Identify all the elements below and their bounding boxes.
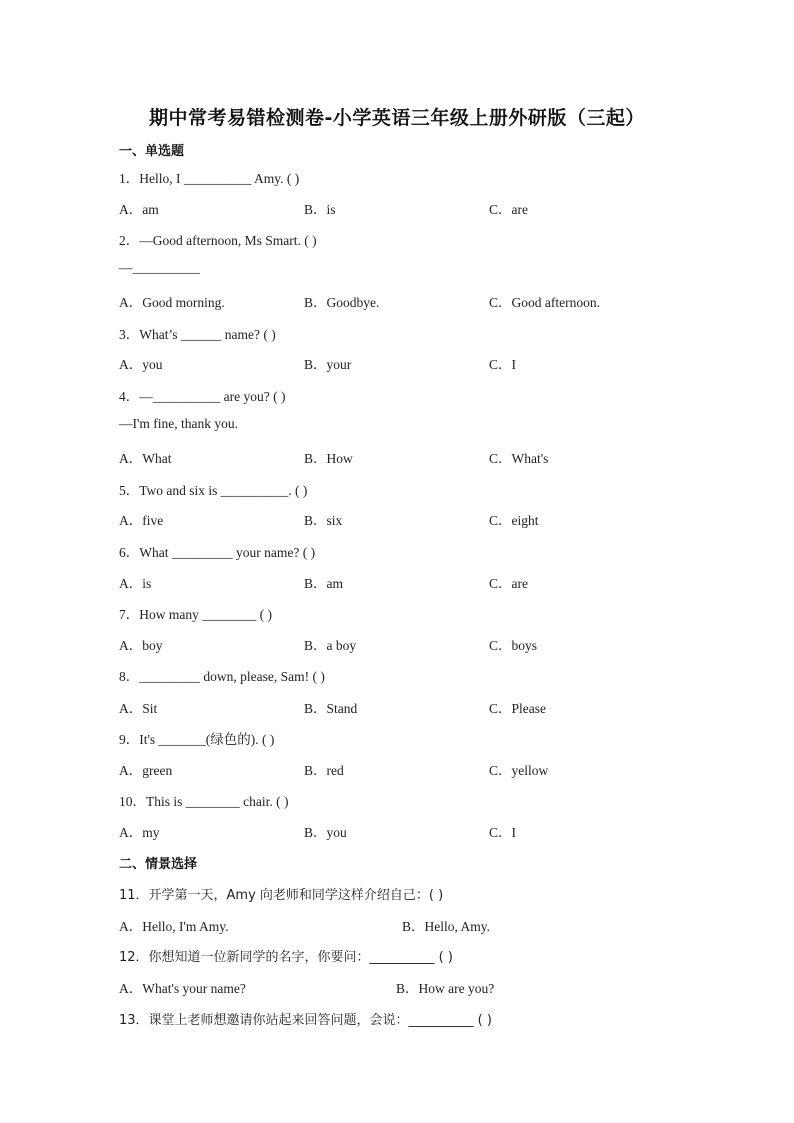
question-3-option-c[interactable]: C．I [489,357,516,372]
question-8-option-b[interactable]: B．Stand [304,701,358,716]
question-12-stem: 12．你想知道一位新同学的名字，你要问：__________ ( ) [119,950,453,965]
question-4-stem: 4．—__________ are you? ( ) [119,389,286,404]
question-4-option-b[interactable]: B．How [304,451,353,466]
question-10-option-a[interactable]: A．my [119,825,160,840]
question-5-stem: 5．Two and six is __________. ( ) [119,483,308,498]
question-5-option-b[interactable]: B．six [304,513,343,528]
question-8-stem: 8．_________ down, please, Sam! ( ) [119,669,325,684]
question-1-stem: 1．Hello, I __________ Amy. ( ) [119,171,300,186]
question-1-option-c[interactable]: C．are [489,202,528,217]
question-2-response-blank: —__________ [119,260,200,275]
question-4-response: —I'm fine, thank you. [119,416,239,431]
question-2-option-b[interactable]: B．Goodbye. [304,295,380,310]
question-6-option-a[interactable]: A．is [119,576,152,591]
question-6-option-b[interactable]: B．am [304,576,343,591]
question-1-option-a[interactable]: A．am [119,202,159,217]
question-3-option-a[interactable]: A．you [119,357,163,372]
question-4-option-c[interactable]: C．What's [489,451,549,466]
question-10-option-b[interactable]: B．you [304,825,347,840]
question-3-stem: 3．What’s ______ name? ( ) [119,327,276,342]
question-12-option-a[interactable]: A．What's your name? [119,981,246,996]
question-13-stem: 13．课堂上老师想邀请你站起来回答问题，会说：__________ ( ) [119,1013,492,1028]
question-2-stem: 2．—Good afternoon, Ms Smart. ( ) [119,233,317,248]
question-11-option-a[interactable]: A．Hello, I'm Amy. [119,919,229,934]
question-11-stem: 11．开学第一天，Amy 向老师和同学这样介绍自己：( ) [119,888,444,903]
question-11-option-b[interactable]: B．Hello, Amy. [402,919,491,934]
document-title: 期中常考易错检测卷-小学英语三年级上册外研版（三起） [149,107,645,129]
question-2-option-a[interactable]: A．Good morning. [119,295,225,310]
question-7-option-a[interactable]: A．boy [119,638,163,653]
question-4-option-a[interactable]: A．What [119,451,172,466]
question-5-option-a[interactable]: A．five [119,513,164,528]
question-8-option-a[interactable]: A．Sit [119,701,158,716]
question-10-stem: 10．This is ________ chair. ( ) [119,794,289,809]
question-8-option-c[interactable]: C．Please [489,701,546,716]
question-2-option-c[interactable]: C．Good afternoon. [489,295,600,310]
question-9-stem: 9．It's _______(绿色的). ( ) [119,732,275,747]
question-9-option-a[interactable]: A．green [119,763,173,778]
question-9-option-b[interactable]: B．red [304,763,344,778]
question-12-option-b[interactable]: B．How are you? [396,981,495,996]
question-7-option-c[interactable]: C．boys [489,638,538,653]
question-1-option-b[interactable]: B．is [304,202,336,217]
section-heading-single-choice: 一、单选题 [119,144,185,159]
section-heading-situational: 二、情景选择 [119,857,198,872]
question-9-option-c[interactable]: C．yellow [489,763,549,778]
question-5-option-c[interactable]: C．eight [489,513,539,528]
question-10-option-c[interactable]: C．I [489,825,516,840]
question-6-stem: 6．What _________ your name? ( ) [119,545,316,560]
question-7-option-b[interactable]: B．a boy [304,638,357,653]
question-6-option-c[interactable]: C．are [489,576,528,591]
question-3-option-b[interactable]: B．your [304,357,352,372]
question-7-stem: 7．How many ________ ( ) [119,607,272,622]
